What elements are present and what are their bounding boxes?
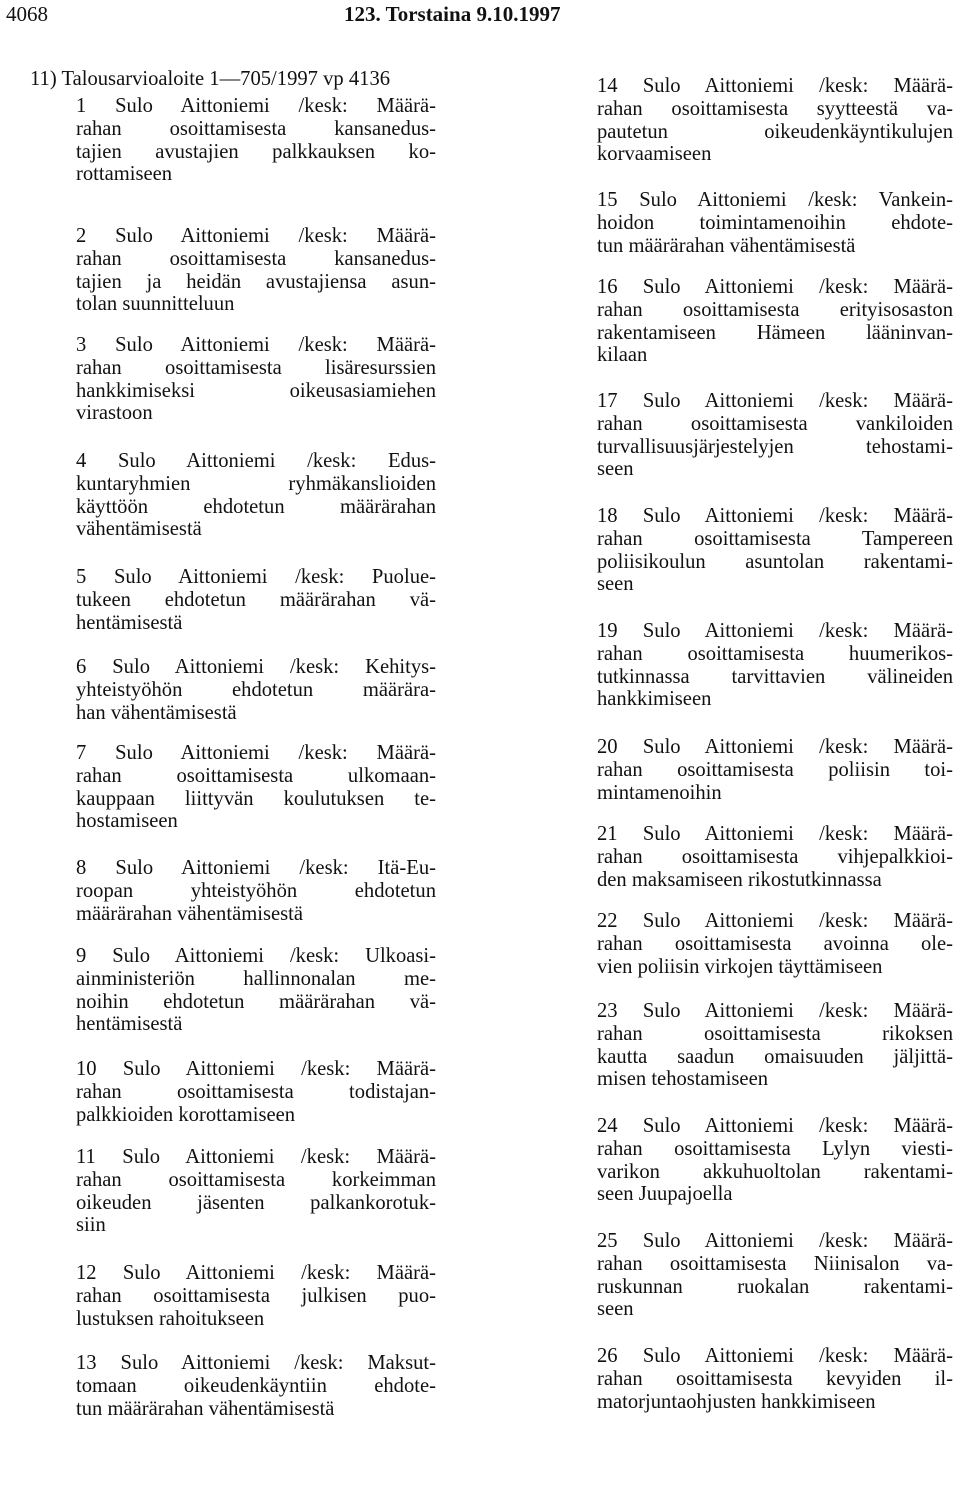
- entry-line: rahan osoittamisesta erityisosaston: [597, 298, 953, 321]
- section-heading: 11) Talousarvioaloite 1—705/1997 vp 4136: [30, 68, 391, 90]
- entry-line: rahan osoittamisesta syytteestä va-: [597, 97, 953, 120]
- entry-line: 12 Sulo Aittoniemi /kesk: Määrä-: [76, 1262, 436, 1284]
- entry-line: hostamiseen: [76, 810, 178, 833]
- entry-line: tun määrärahan vähentämisestä: [76, 1397, 335, 1420]
- entry-line: rahan osoittamisesta Lylyn viesti-: [597, 1137, 953, 1160]
- motion-entry: [597, 620, 953, 711]
- entry-line: rakentamiseen Hämeen lääninvan-: [597, 321, 953, 344]
- entry-line: 8 Sulo Aittoniemi /kesk: Itä-Eu-: [76, 857, 436, 879]
- motion-entry: [597, 75, 953, 166]
- entry-line: 10 Sulo Aittoniemi /kesk: Määrä-: [76, 1058, 436, 1080]
- entry-line: rahan osoittamisesta Tampereen: [597, 527, 953, 550]
- entry-line: rahan osoittamisesta ulkomaan-: [76, 764, 436, 787]
- motion-entry: [76, 1146, 436, 1237]
- motion-entry: [76, 945, 436, 1036]
- entry-line: rahan osoittamisesta kansanedus-: [76, 247, 436, 270]
- entry-line: turvallisuusjärjestelyjen tehostami-: [597, 435, 953, 458]
- entry-line: 7 Sulo Aittoniemi /kesk: Määrä-: [76, 742, 436, 764]
- entry-line: 2 Sulo Aittoniemi /kesk: Määrä-: [76, 225, 436, 247]
- entry-line: rahan osoittamisesta rikoksen: [597, 1022, 953, 1045]
- motion-entry: [76, 566, 436, 634]
- entry-line: 21 Sulo Aittoniemi /kesk: Määrä-: [597, 823, 953, 845]
- motion-entry: [76, 857, 436, 925]
- entry-line: yhteistyöhön ehdotetun määrära-: [76, 678, 436, 701]
- entry-line: vähentämisestä: [76, 518, 202, 541]
- motion-entry: [597, 736, 953, 804]
- entry-line: hentämisestä: [76, 611, 183, 634]
- entry-line: 15 Sulo Aittoniemi /kesk: Vankein-: [597, 189, 953, 211]
- entry-line: varikon akkuhuoltolan rakentami-: [597, 1160, 953, 1183]
- motion-entry: [76, 1352, 436, 1420]
- motion-entry: [76, 225, 436, 316]
- entry-line: 1 Sulo Aittoniemi /kesk: Määrä-: [76, 95, 436, 117]
- entry-line: 16 Sulo Aittoniemi /kesk: Määrä-: [597, 276, 953, 298]
- entry-line: rahan osoittamisesta lisäresurssien: [76, 356, 436, 379]
- entry-line: vien poliisin virkojen täyttämiseen: [597, 955, 883, 978]
- entry-line: 17 Sulo Aittoniemi /kesk: Määrä-: [597, 390, 953, 412]
- entry-line: kilaan: [597, 344, 648, 367]
- motion-entry: [597, 1000, 953, 1091]
- entry-line: den maksamiseen rikostutkinnassa: [597, 868, 882, 891]
- entry-line: 5 Sulo Aittoniemi /kesk: Puolue-: [76, 566, 436, 588]
- entry-line: poliisikoulun asuntolan rakentami-: [597, 550, 953, 573]
- entry-line: kuntaryhmien ryhmäkanslioiden: [76, 472, 436, 495]
- entry-line: 3 Sulo Aittoniemi /kesk: Määrä-: [76, 334, 436, 356]
- motion-entry: [76, 656, 436, 724]
- entry-line: rahan osoittamisesta Niinisalon va-: [597, 1252, 953, 1275]
- entry-line: seen: [597, 458, 634, 481]
- entry-line: seen Juupajoella: [597, 1183, 733, 1206]
- entry-line: rahan osoittamisesta todistajan-: [76, 1080, 436, 1103]
- page-number: 4068: [6, 2, 48, 26]
- entry-line: 11 Sulo Aittoniemi /kesk: Määrä-: [76, 1146, 436, 1168]
- entry-line: 6 Sulo Aittoniemi /kesk: Kehitys-: [76, 656, 436, 678]
- motion-entry: [597, 390, 953, 481]
- entry-line: roopan yhteistyöhön ehdotetun: [76, 879, 436, 902]
- entry-line: hankkimiseksi oikeusasiamiehen: [76, 379, 436, 402]
- entry-line: seen: [597, 1298, 634, 1321]
- entry-line: 19 Sulo Aittoniemi /kesk: Määrä-: [597, 620, 953, 642]
- entry-line: 25 Sulo Aittoniemi /kesk: Määrä-: [597, 1230, 953, 1252]
- entry-line: hoidon toimintamenoihin ehdote-: [597, 211, 953, 234]
- entry-line: kautta saadun omaisuuden jäljittä-: [597, 1045, 953, 1068]
- entry-line: mintamenoihin: [597, 781, 722, 804]
- entry-line: käyttöön ehdotetun määrärahan: [76, 495, 436, 518]
- entry-line: korvaamiseen: [597, 143, 712, 166]
- entry-line: lustuksen rahoitukseen: [76, 1307, 265, 1330]
- entry-line: hankkimiseen: [597, 688, 712, 711]
- entry-line: seen: [597, 573, 634, 596]
- entry-line: hentämisestä: [76, 1013, 183, 1036]
- entry-line: rahan osoittamisesta huumerikos-: [597, 642, 953, 665]
- entry-line: 4 Sulo Aittoniemi /kesk: Edus-: [76, 450, 436, 472]
- entry-line: 13 Sulo Aittoniemi /kesk: Maksut-: [76, 1352, 436, 1374]
- entry-line: siin: [76, 1214, 106, 1237]
- entry-line: rahan osoittamisesta kevyiden il-: [597, 1367, 953, 1390]
- entry-line: noihin ehdotetun määrärahan vä-: [76, 990, 436, 1013]
- motion-entry: [597, 1345, 953, 1413]
- motion-entry: [76, 1262, 436, 1330]
- entry-line: 18 Sulo Aittoniemi /kesk: Määrä-: [597, 505, 953, 527]
- entry-line: 23 Sulo Aittoniemi /kesk: Määrä-: [597, 1000, 953, 1022]
- entry-line: 20 Sulo Aittoniemi /kesk: Määrä-: [597, 736, 953, 758]
- entry-line: tun määrärahan vähentämisestä: [597, 234, 856, 257]
- motion-entry: [597, 1115, 953, 1206]
- entry-line: rahan osoittamisesta vankiloiden: [597, 412, 953, 435]
- entry-line: oikeuden jäsenten palkankorotuk-: [76, 1191, 436, 1214]
- entry-line: tolan suunnitteluun: [76, 293, 235, 316]
- entry-line: tomaan oikeudenkäyntiin ehdote-: [76, 1374, 436, 1397]
- entry-line: rahan osoittamisesta julkisen puo-: [76, 1284, 436, 1307]
- entry-line: 22 Sulo Aittoniemi /kesk: Määrä-: [597, 910, 953, 932]
- entry-line: rahan osoittamisesta avoinna ole-: [597, 932, 953, 955]
- motion-entry: [76, 334, 436, 425]
- motion-entry: [76, 1058, 436, 1126]
- entry-line: tutkinnassa tarvittavien välineiden: [597, 665, 953, 688]
- motion-entry: [597, 823, 953, 891]
- entry-line: palkkioiden korottamiseen: [76, 1103, 296, 1126]
- motion-entry: [597, 276, 953, 367]
- running-head: 123. Torstaina 9.10.1997: [344, 2, 561, 26]
- motion-entry: [597, 505, 953, 596]
- entry-line: kauppaan liittyvän koulutuksen te-: [76, 787, 436, 810]
- entry-line: tukeen ehdotetun määrärahan vä-: [76, 588, 436, 611]
- entry-line: 24 Sulo Aittoniemi /kesk: Määrä-: [597, 1115, 953, 1137]
- entry-line: pautetun oikeudenkäyntikulujen: [597, 120, 953, 143]
- entry-line: ruskunnan ruokalan rakentami-: [597, 1275, 953, 1298]
- entry-line: virastoon: [76, 402, 153, 425]
- motion-entry: [76, 450, 436, 541]
- motion-entry: [76, 742, 436, 833]
- entry-line: rahan osoittamisesta vihjepalkkioi-: [597, 845, 953, 868]
- entry-line: määrärahan vähentämisestä: [76, 902, 303, 925]
- entry-line: rahan osoittamisesta poliisin toi-: [597, 758, 953, 781]
- entry-line: han vähentämisestä: [76, 701, 237, 724]
- motion-entry: [597, 189, 953, 257]
- entry-line: tajien avustajien palkkauksen ko-: [76, 140, 436, 163]
- entry-line: matorjuntaohjusten hankkimiseen: [597, 1390, 876, 1413]
- entry-line: rahan osoittamisesta korkeimman: [76, 1168, 436, 1191]
- entry-line: ainministeriön hallinnonalan me-: [76, 967, 436, 990]
- entry-line: tajien ja heidän avustajiensa asun-: [76, 270, 436, 293]
- motion-entry: [597, 1230, 953, 1321]
- entry-line: 26 Sulo Aittoniemi /kesk: Määrä-: [597, 1345, 953, 1367]
- motion-entry: [597, 910, 953, 978]
- entry-line: 14 Sulo Aittoniemi /kesk: Määrä-: [597, 75, 953, 97]
- entry-line: misen tehostamiseen: [597, 1068, 769, 1091]
- entry-line: rahan osoittamisesta kansanedus-: [76, 117, 436, 140]
- entry-line: 9 Sulo Aittoniemi /kesk: Ulkoasi-: [76, 945, 436, 967]
- entry-line: rottamiseen: [76, 163, 173, 186]
- motion-entry: [76, 95, 436, 186]
